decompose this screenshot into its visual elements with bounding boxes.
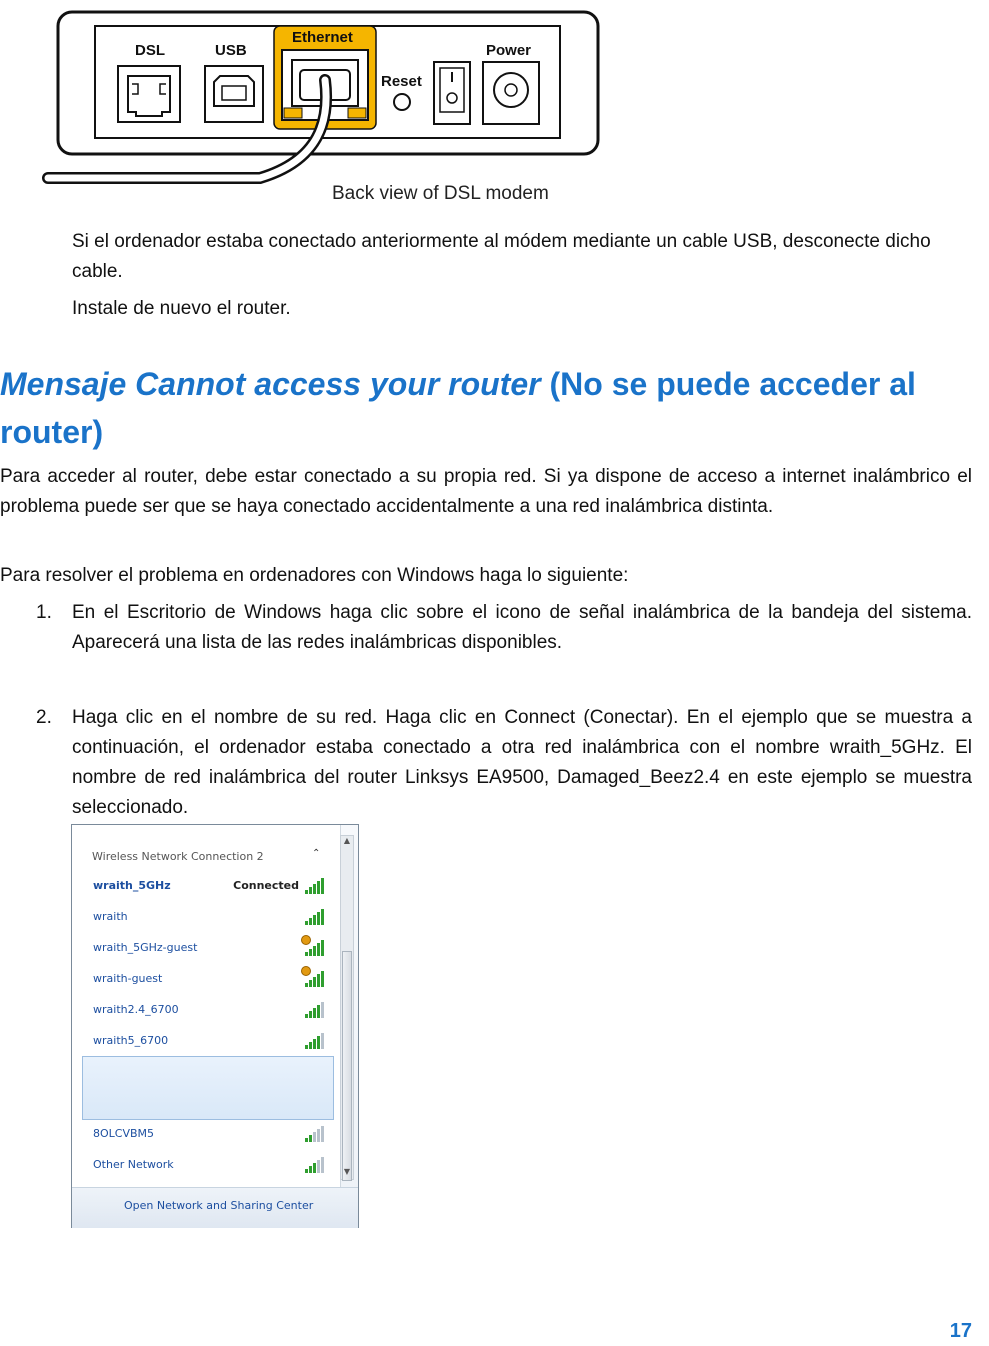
- signal-strength-icon: [303, 969, 325, 987]
- network-name: wraith5_6700: [93, 1034, 169, 1047]
- security-warning-icon: [301, 966, 311, 976]
- power-switch-icon: [434, 62, 470, 124]
- open-network-center-link[interactable]: Open Network and Sharing Center: [124, 1199, 314, 1212]
- reset-button-icon: [394, 94, 410, 110]
- section-paragraph-2: Para resolver el problema en ordenadores con Windows haga lo siguiente:: [0, 565, 629, 586]
- network-row[interactable]: [83, 995, 333, 1025]
- network-row[interactable]: [83, 1026, 333, 1056]
- scrollbar-thumb[interactable]: [342, 951, 352, 1181]
- network-status: Connected: [233, 879, 299, 892]
- security-warning-icon: [301, 935, 311, 945]
- wireless-network-panel: [71, 824, 359, 1228]
- network-name: wraith-guest: [93, 972, 163, 985]
- network-name: Other Network: [93, 1158, 174, 1171]
- ethernet-label: Ethernet: [292, 29, 353, 46]
- scroll-down-arrow-icon[interactable]: ▼: [343, 1167, 351, 1176]
- section-paragraph-1: Para acceder al router, debe estar conectado a su propia red. Si ya dispone de acceso a internet inalámbrico el problema puede ser que se haya conectado accidentalmente a una red inalámbrica distinta.: [0, 466, 972, 517]
- dsl-label: DSL: [135, 42, 165, 59]
- signal-strength-icon: [303, 938, 325, 956]
- usb-label: USB: [215, 42, 247, 59]
- panel-footer: [72, 1187, 358, 1228]
- network-name: wraith_5GHz-guest: [93, 941, 198, 954]
- page-number: 17: [949, 1320, 972, 1342]
- dsl-port-icon: [118, 66, 180, 122]
- usb-port-icon: [205, 66, 263, 122]
- network-name: wraith2.4_6700: [93, 1003, 179, 1016]
- scrollbar[interactable]: [340, 835, 354, 1180]
- signal-strength-icon: [303, 876, 325, 894]
- signal-strength-icon: [303, 1000, 325, 1018]
- network-row[interactable]: [83, 871, 333, 901]
- step-item-2: [0, 703, 989, 823]
- scroll-up-arrow-icon[interactable]: ▲: [343, 836, 351, 845]
- signal-strength-icon: [303, 1155, 325, 1173]
- intro-paragraph-1: Si el ordenador estaba conectado anteriormente al módem mediante un cable USB, desconecte dicho cable.: [72, 231, 931, 282]
- chevron-up-icon[interactable]: ⌃: [312, 848, 321, 859]
- network-name: 8OLCVBM5: [93, 1127, 155, 1140]
- step-number-2: 2.: [36, 707, 52, 728]
- modem-back-view-figure: [0, 0, 989, 215]
- network-name: wraith: [93, 910, 128, 923]
- section-heading: [0, 360, 972, 456]
- step-number-1: 1.: [36, 602, 52, 623]
- network-row[interactable]: [83, 933, 333, 963]
- network-list: [72, 825, 341, 1187]
- step-text-2: Haga clic en el nombre de su red. Haga clic en Connect (Conectar). En el ejemplo que se muestra a continuación, el ordenador estaba conectado a otra red inalámbrica con el nombre wraith_5GHz. El nombre de red inalámbrica del router Linksys EA9500, Damaged_Beez2.4 en este ejemplo se muestra seleccionado.: [72, 707, 972, 818]
- step-text-1: En el Escritorio de Windows haga clic sobre el icono de señal inalámbrica de la bandeja del sistema. Aparecerá una lista de las redes inalámbricas disponibles.: [72, 602, 972, 653]
- network-row[interactable]: [83, 902, 333, 932]
- signal-strength-icon: [303, 907, 325, 925]
- power-label: Power: [486, 42, 532, 59]
- network-row[interactable]: [83, 964, 333, 994]
- intro-paragraph-2: Instale de nuevo el router.: [72, 298, 291, 319]
- section-heading-italic: Mensaje Cannot access your router: [0, 366, 541, 402]
- selected-network-expanded[interactable]: [82, 1056, 334, 1120]
- network-name: wraith_5GHz: [93, 879, 171, 892]
- network-row[interactable]: [83, 1119, 333, 1149]
- power-port-icon: [483, 62, 539, 124]
- step-item-1: [0, 598, 989, 658]
- figure-caption: Back view of DSL modem: [332, 183, 549, 204]
- signal-strength-icon: [303, 1124, 325, 1142]
- section-heading-rest: (No se puede acceder al router): [0, 366, 916, 450]
- reset-label: Reset: [381, 73, 422, 90]
- network-row[interactable]: [83, 1150, 333, 1180]
- signal-strength-icon: [303, 1031, 325, 1049]
- panel-header: Wireless Network Connection 2: [92, 850, 264, 863]
